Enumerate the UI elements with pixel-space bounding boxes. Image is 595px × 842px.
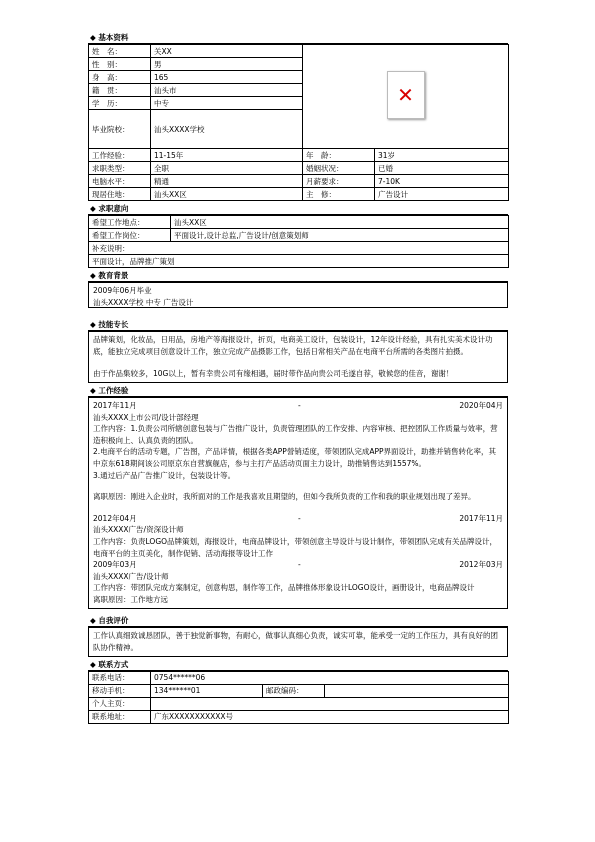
- job-end: 2012年03月: [459, 560, 503, 570]
- skills-box: [88, 331, 508, 383]
- salary-value: 7-10K: [375, 175, 509, 188]
- jobtype-label: 求职类型：: [89, 162, 151, 175]
- broken-image-icon: ✕: [387, 71, 425, 119]
- photo-cell: [303, 45, 509, 149]
- position-label: 希望工作岗位：: [89, 229, 171, 242]
- addr-value: 汕头XX区: [151, 188, 303, 201]
- address-value: 广东XXXXXXXXXXX号: [151, 710, 509, 723]
- extra-label: 补充说明：: [89, 242, 509, 255]
- job-line: 工作内容：负责LOGO品牌策划，海报设计，电商品牌设计，带领创意主导设计与设计制作，带领团队完成有关品牌设计，电商平台的主页美化，制作促销、活动海报等设计工作: [93, 536, 498, 558]
- job-dash: -: [298, 401, 301, 410]
- job-line: 2.电商平台的活动专题，广告图，产品详情，根据各类APP營销适度，带领团队完成APP界面设计，助推并销售转化率，其中京东618期间该公司原京东自营旗舰店，参与主打产品活动页面主力设计，助推销售达到1557%。: [93, 447, 497, 468]
- section-heading-contact: ◆ 联系方式: [88, 659, 508, 671]
- zip-label: 邮政编码：: [263, 684, 325, 697]
- section-heading-work: ◆ 工作经验: [88, 385, 508, 397]
- pc-value: 精通: [151, 175, 303, 188]
- gender-value: 男: [151, 58, 303, 71]
- job-end: 2020年04月: [459, 401, 503, 410]
- contact-table: [88, 671, 509, 724]
- education-box: [88, 282, 508, 308]
- job-entry: [93, 400, 503, 503]
- job-start: 2012年04月: [93, 513, 137, 523]
- job-end: 2017年11月: [459, 513, 503, 523]
- self-eval-text: 工作认真细致诚恳团队，善于独觉新事物，有耐心，做事认真细心负责，诚实可靠，能承受一定的工作压力，具有良好的团队协作精神。: [93, 630, 498, 652]
- homepage-value: [151, 697, 509, 710]
- homepage-label: 个人主页：: [89, 697, 151, 710]
- age-label: 年 龄：: [303, 149, 375, 162]
- name-label: 姓 名：: [89, 45, 151, 58]
- pc-label: 电脑水平：: [89, 175, 151, 188]
- position-value: 平面设计,设计总监,广告设计/创意策划师: [171, 229, 509, 242]
- extra-value: 平面设计，品牌推广策划: [89, 255, 509, 268]
- name-value: 关XX: [151, 45, 303, 58]
- jobtype-value: 全职: [151, 162, 303, 175]
- mobile-value: 134******01: [151, 684, 263, 697]
- section-heading-skills: ◆ 技能专长: [88, 319, 508, 331]
- origin-value: 汕头市: [151, 84, 303, 97]
- height-value: 165: [151, 71, 303, 84]
- work-box: [88, 397, 508, 609]
- exp-label: 工作经验：: [89, 149, 151, 162]
- addr-label: 现居住地：: [89, 188, 151, 201]
- skills-paragraph-1: 品牌策划，化妆品，日用品，房地产等海报设计，折页，电商美工设计，包装设计，12年设计经验，具有扎实美术设计功底，能独立完成项目创意设计工作，独立完成产品摄影工作，包括日常相关产品在电商平台所需的各类图片拍摄。: [93, 335, 493, 356]
- self-eval-box: [88, 627, 508, 657]
- job-entry: [93, 559, 503, 605]
- job-dash: -: [298, 560, 301, 570]
- zip-value: [325, 684, 509, 697]
- job-company: 汕头XXXX上市公司/设计部经理: [93, 412, 199, 422]
- job-dash: -: [298, 513, 301, 523]
- address-label: 联系地址：: [89, 710, 151, 723]
- phone-value: 0754******06: [151, 671, 509, 684]
- job-entry: [93, 513, 503, 559]
- intent-table: [88, 215, 509, 268]
- age-value: 31岁: [375, 149, 509, 162]
- job-line: 工作内容：1.负责公司所辖创意包装与广告推广设计，负责管理团队的工作安排、内容审核、把控团队工作质量与效率，营造积极向上、认真负责的团队。: [93, 424, 498, 445]
- section-heading-intent: ◆ 求职意向: [88, 203, 508, 215]
- section-heading-education: ◆ 教育背景: [88, 270, 508, 282]
- marital-value: 已婚: [375, 162, 509, 175]
- school-value: 汕头XXXX学校: [151, 110, 303, 149]
- height-label: 身 高：: [89, 71, 151, 84]
- job-line: 离职原因：刚进入企业时，我所面对的工作是我喜欢且期望的，但如今我所负责的工作和我的职业规划出现了差异。: [93, 492, 476, 502]
- marital-label: 婚姻状况：: [303, 162, 375, 175]
- school-label: 毕业院校：: [89, 110, 151, 149]
- section-heading-basic: ◆ 基本资料: [88, 32, 508, 44]
- skills-paragraph-2: 由于作品集较多，10G以上，暂有幸贵公司有缘相遇，届时带作品向贵公司毛遂自荐，敬候您的佳音，谢谢！: [93, 369, 454, 378]
- mobile-label: 移动手机：: [89, 684, 151, 697]
- job-line: 工作内容：带团队完成方案制定，创意构思，制作等工作，品牌推体形象设计LOGO设计，画册设计，电商品牌设计: [93, 583, 475, 593]
- job-start: 2009年03月: [93, 560, 137, 570]
- job-line: 离职原因：工作地方远: [93, 594, 168, 604]
- major-value: 广告设计: [375, 188, 509, 201]
- education-date: 2009年06月毕业: [93, 286, 152, 295]
- major-label: 主 修：: [303, 188, 375, 201]
- job-line: 3.通过后产品广告推广设计，包装设计等。: [93, 470, 236, 480]
- job-company: 汕头XXXX广告/设计师: [93, 571, 169, 581]
- phone-label: 联系电话：: [89, 671, 151, 684]
- section-heading-self: ◆ 自我评价: [88, 615, 508, 627]
- edu-value: 中专: [151, 97, 303, 110]
- salary-label: 月薪要求：: [303, 175, 375, 188]
- gender-label: 性 别：: [89, 58, 151, 71]
- job-start: 2017年11月: [93, 401, 137, 410]
- exp-value: 11-15年: [151, 149, 303, 162]
- resume-page: [88, 30, 508, 724]
- place-label: 希望工作地点：: [89, 216, 171, 229]
- education-school: 汕头XXXX学校 中专 广告设计: [93, 298, 194, 307]
- place-value: 汕头XX区: [171, 216, 509, 229]
- origin-label: 籍 贯：: [89, 84, 151, 97]
- job-company: 汕头XXXX广告/资深设计师: [93, 525, 184, 535]
- basic-info-table: [88, 44, 509, 201]
- edu-label: 学 历：: [89, 97, 151, 110]
